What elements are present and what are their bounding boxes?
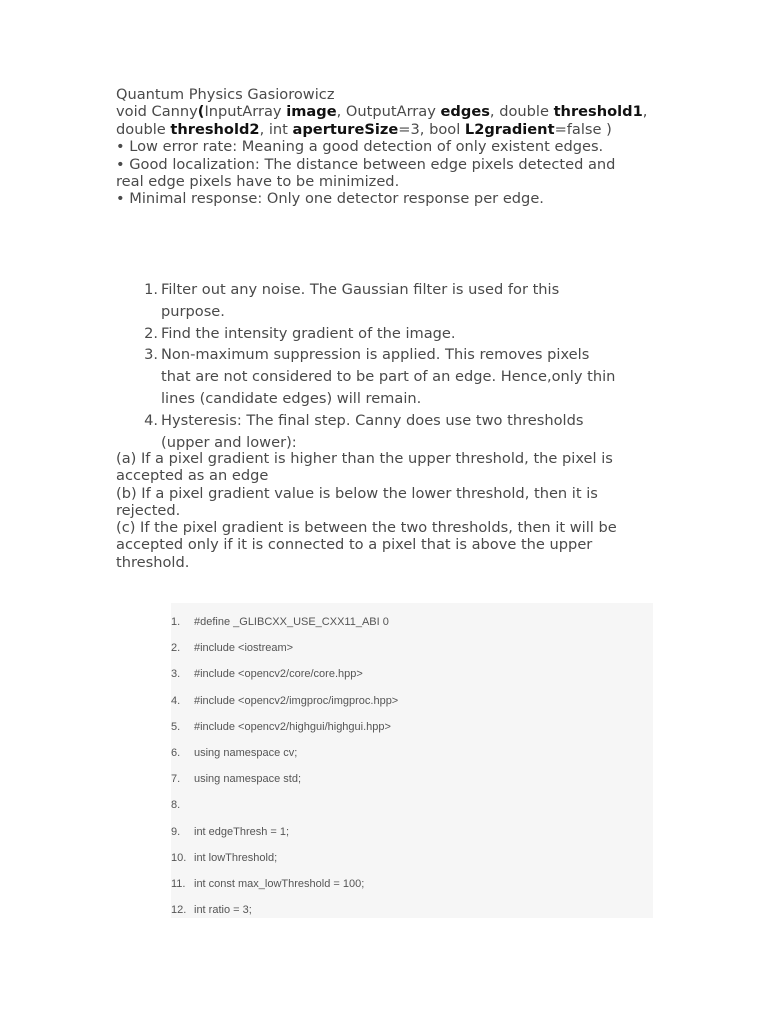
sig-text: void Canny <box>116 103 198 121</box>
case-paragraph <box>116 450 656 485</box>
code-source: using namespace std; <box>194 773 302 786</box>
code-source: #include <opencv2/imgproc/imgproc.hpp> <box>194 694 399 707</box>
list-item <box>116 344 656 409</box>
code-line-number: 1. <box>171 616 181 628</box>
case-line: rejected. <box>116 501 181 519</box>
bullet-line: • Low error rate: Meaning a good detection of only existent edges. <box>116 138 604 156</box>
code-source: #define _GLIBCXX_USE_CXX11_ABI 0 <box>194 616 389 628</box>
list-number: 1. <box>144 281 158 298</box>
code-line <box>171 667 363 681</box>
list-text: (upper and lower): <box>161 433 297 451</box>
code-line-number: 12. <box>171 904 187 917</box>
steps-list <box>116 279 656 453</box>
list-text: Filter out any noise. The Gaussian filter is used for this <box>161 281 560 298</box>
code-line <box>171 825 289 839</box>
list-text: Find the intensity gradient of the image. <box>161 324 456 342</box>
list-text: Non-maximum suppression is applied. This removes pixels <box>161 346 590 364</box>
case-line: (b) If a pixel gradient value is below the lower threshold, then it is <box>116 484 598 502</box>
code-line-number: 6. <box>171 747 181 759</box>
document-title: Quantum Physics Gasiorowicz <box>116 86 335 103</box>
sig-text: , double <box>489 103 554 121</box>
sig-text: , OutputArray <box>336 103 441 121</box>
case-paragraph <box>116 519 656 571</box>
case-line: threshold. <box>116 553 190 571</box>
case-line: accepted only if it is connected to a pixel that is above the upper <box>116 536 593 554</box>
sig-text: =false ) <box>554 120 612 138</box>
hysteresis-cases <box>116 450 656 571</box>
code-source: int edgeThresh = 1; <box>194 825 290 838</box>
code-line <box>171 746 297 760</box>
code-source: #include <opencv2/highgui/highgui.hpp> <box>194 720 391 733</box>
list-item <box>116 279 656 323</box>
list-text: purpose. <box>161 302 225 320</box>
code-line-number: 8. <box>171 799 181 812</box>
list-number: 2. <box>144 324 158 342</box>
code-line <box>171 851 277 865</box>
code-line <box>171 798 194 812</box>
case-line: (c) If the pixel gradient is between the two thresholds, then it will be <box>116 519 617 537</box>
code-line-number: 3. <box>171 668 181 681</box>
code-line <box>171 694 398 708</box>
sig-paren: ( <box>197 103 205 121</box>
case-line: accepted as an edge <box>116 467 269 485</box>
list-text: lines (candidate edges) will remain. <box>161 389 422 407</box>
code-line <box>171 720 391 734</box>
code-line <box>171 772 301 786</box>
case-line: (a) If a pixel gradient is higher than the upper threshold, the pixel is <box>116 450 613 467</box>
param-image: image <box>286 103 337 121</box>
bullet-line: • Minimal response: Only one detector response per edge. <box>116 190 544 208</box>
canny-signature-line-2 <box>116 121 656 138</box>
bullet-line: real edge pixels have to be minimized. <box>116 173 400 191</box>
code-source: int const max_lowThreshold = 100; <box>194 878 365 890</box>
case-paragraph <box>116 485 656 520</box>
list-number: 4. <box>144 411 158 429</box>
code-line <box>171 641 293 655</box>
code-line-number: 4. <box>171 694 181 707</box>
intro-section <box>116 86 656 208</box>
param-threshold1: threshold1 <box>553 103 643 121</box>
sig-text: , <box>642 103 648 121</box>
code-source: using namespace cv; <box>194 747 298 759</box>
code-line-number: 11. <box>171 878 186 890</box>
param-edges: edges <box>440 103 490 121</box>
param-threshold2: threshold2 <box>170 120 260 138</box>
sig-text: InputArray <box>204 103 287 121</box>
list-text: Hysteresis: The final step. Canny does use two thresholds <box>161 411 584 429</box>
code-line-number: 7. <box>171 773 181 786</box>
code-block <box>171 603 653 918</box>
code-source: #include <opencv2/core/core.hpp> <box>194 668 363 681</box>
code-line-number: 10. <box>171 851 187 864</box>
sig-text: =3, bool <box>398 120 465 138</box>
param-l2gradient: L2gradient <box>464 120 555 138</box>
code-line-number: 9. <box>171 825 181 838</box>
bullet-line: • Good localization: The distance between edge pixels detected and <box>116 155 616 173</box>
list-item <box>116 410 656 454</box>
list-number: 3. <box>144 346 158 364</box>
code-line <box>171 615 389 629</box>
param-aperture-size: apertureSize <box>292 120 399 138</box>
sig-text: , int <box>259 120 293 138</box>
code-line <box>171 877 364 891</box>
code-source: int ratio = 3; <box>194 904 252 917</box>
code-source: int lowThreshold; <box>194 851 278 864</box>
canny-signature-line-1 <box>116 103 656 120</box>
code-source: #include <iostream> <box>194 642 294 655</box>
list-item <box>116 323 656 345</box>
code-line-number: 5. <box>171 720 181 733</box>
list-text: that are not considered to be part of an edge. Hence,only thin <box>161 368 616 386</box>
code-line-number: 2. <box>171 642 181 655</box>
sig-text: double <box>116 120 171 138</box>
code-line <box>171 903 252 917</box>
